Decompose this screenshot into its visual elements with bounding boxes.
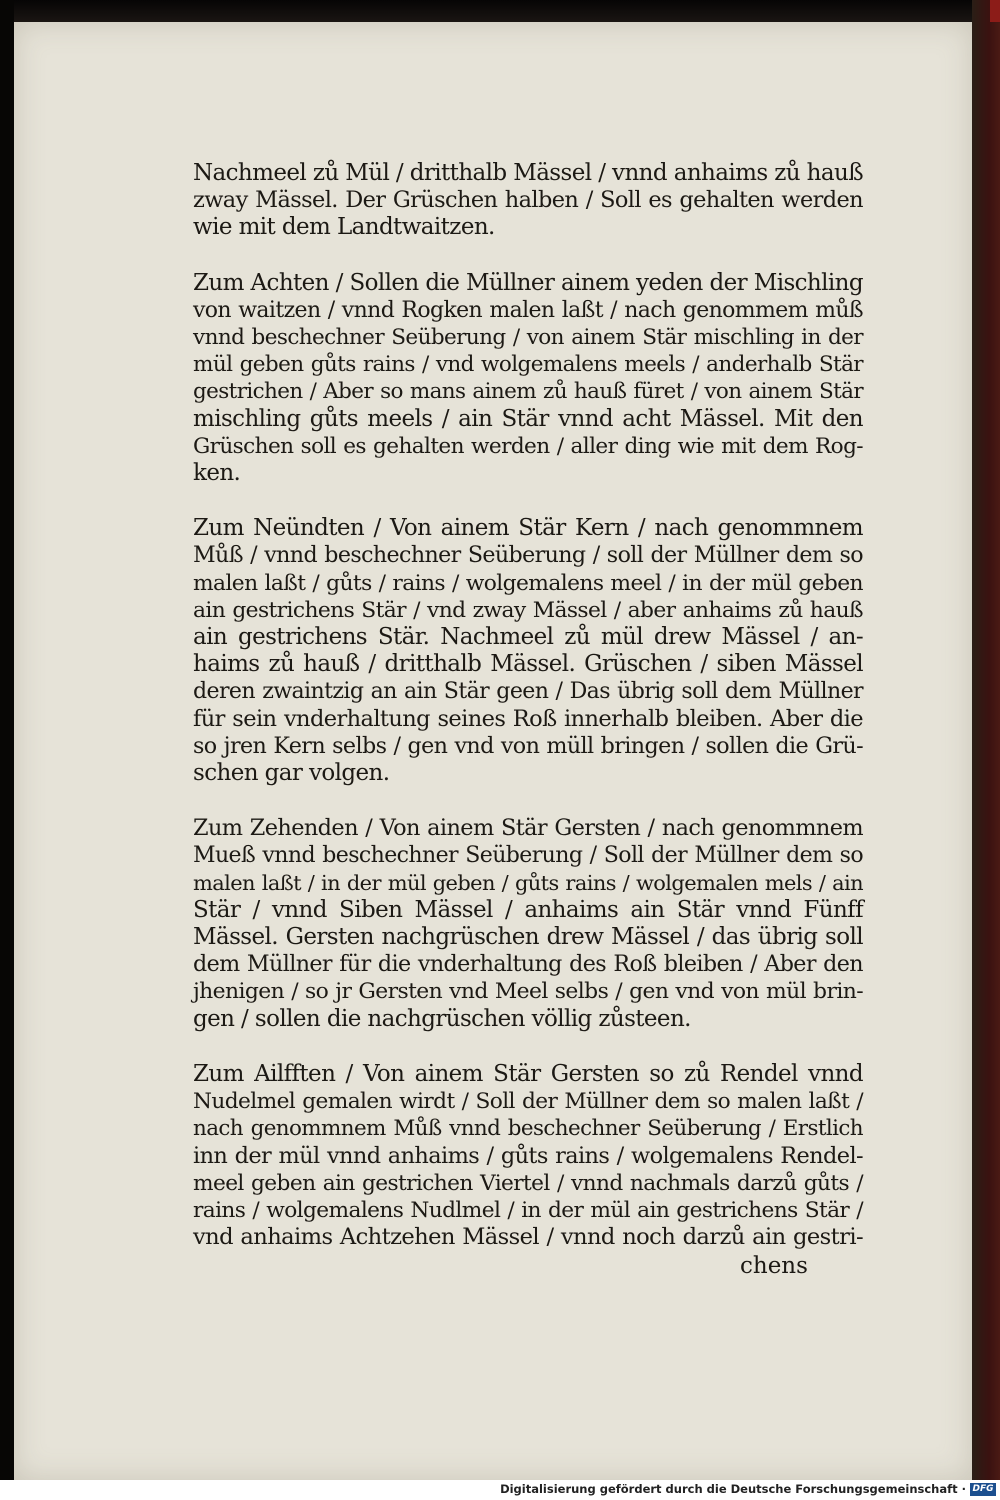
- text-line: ain gestrichens Stär. Nachmeel zů mül drew Mässel / an-: [193, 624, 863, 651]
- text-line: gen / sollen die nachgrüschen völlig zůsteen.: [193, 1005, 691, 1032]
- text-line: Grüschen soll es gehalten werden / aller ding wie mit dem Rog-: [193, 433, 863, 459]
- text-line: Zum Achten / Sollen die Müllner ainem yeden der Mischling: [193, 269, 863, 296]
- scan-left-edge: [0, 0, 14, 1500]
- catchword: chens: [740, 1253, 808, 1279]
- text-line: Můß / vnnd beschechner Seüberung / soll der Müllner dem so: [193, 542, 863, 569]
- text-line: ain gestrichens Stär / vnd zway Mässel / aber anhaims zů hauß: [193, 597, 863, 623]
- text-line: jhenigen / so jr Gersten vnd Meel selbs / gen vnd von mül brin-: [193, 979, 863, 1005]
- text-line: rains / wolgemalens Nudlmel / in der mül ain gestrichens Stär /: [193, 1197, 863, 1223]
- text-line: ken.: [193, 460, 241, 487]
- paragraph: [193, 815, 863, 1033]
- text-line: so jren Kern selbs / gen vnd von müll bringen / sollen die Grü-: [193, 732, 863, 759]
- text-line: Mässel. Gersten nachgrüschen drew Mässel / das übrig soll: [193, 924, 863, 951]
- text-line: schen gar volgen.: [193, 760, 390, 787]
- text-line: inn der mül vnnd anhaims / gůts rains / wolgemalens Rendel-: [193, 1142, 863, 1169]
- paragraph: [193, 515, 863, 787]
- text-line: Nudelmel gemalen wirdt / Soll der Müllner dem so malen laßt /: [193, 1089, 863, 1115]
- text-line: Zum Ailfften / Von ainem Stär Gersten so zů Rendel vnnd: [193, 1060, 863, 1087]
- paragraph: [193, 160, 863, 242]
- text-line: malen laßt / in der mül geben / gůts rains / wolgemalen mels / ain: [193, 870, 863, 895]
- text-line: dem Müllner für die vnderhaltung des Roß bleiben / Aber den: [193, 951, 863, 978]
- scan-top-edge: [0, 0, 1000, 22]
- text-line: mül geben gůts rains / vnd wolgemalens meels / anderhalb Stär: [193, 352, 863, 378]
- dfg-logo: DFG: [970, 1483, 996, 1496]
- footer-bar: [0, 1480, 1000, 1500]
- red-ribbon-marker: [990, 0, 1000, 22]
- text-line: von waitzen / vnnd Rogken malen laßt / nach genommem můß: [193, 297, 863, 323]
- text-line: Nachmeel zů Mül / dritthalb Mässel / vnnd anhaims zů hauß: [193, 160, 863, 186]
- text-line: Mueß vnnd beschechner Seüberung / Soll der Müllner dem so: [193, 843, 863, 869]
- paragraph: [193, 270, 863, 488]
- text-line: deren zwaintzig an ain Stär geen / Das übrig soll dem Müllner: [193, 679, 863, 705]
- text-line: Zum Zehenden / Von ainem Stär Gersten / nach genommnem: [193, 815, 863, 842]
- text-line: nach genommnem Můß vnnd beschechner Seüberung / Erstlich: [193, 1116, 863, 1142]
- book-spine-edge: [972, 0, 1000, 1500]
- text-line: haims zů hauß / dritthalb Mässel. Grüschen / siben Mässel: [193, 651, 863, 678]
- page-text-block: [193, 160, 863, 1279]
- funding-note: Digitalisierung gefördert durch die Deutsche Forschungsgemeinschaft ·: [500, 1482, 966, 1496]
- text-line: vnd anhaims Achtzehen Mässel / vnnd noch darzů ain gestri-: [193, 1224, 863, 1251]
- text-line: meel geben ain gestrichen Viertel / vnnd nachmals darzů gůts /: [193, 1170, 863, 1196]
- text-line: gestrichen / Aber so mans ainem zů hauß füret / von ainem Stär: [193, 379, 863, 405]
- text-line: vnnd beschechner Seüberung / von ainem Stär mischling in der: [193, 325, 863, 351]
- text-line: für sein vnderhaltung seines Roß innerhalb bleiben. Aber die: [193, 705, 863, 732]
- text-line: Zum Neündten / Von ainem Stär Kern / nach genommnem: [193, 515, 863, 542]
- paragraph: [193, 1061, 863, 1251]
- text-line: Stär / vnnd Siben Mässel / anhaims ain Stär vnnd Fünff: [193, 896, 863, 923]
- text-line: wie mit dem Landtwaitzen.: [193, 214, 495, 241]
- text-line: malen laßt / gůts / rains / wolgemalens meel / in der mül geben: [193, 570, 863, 596]
- text-line: zway Mässel. Der Grüschen halben / Soll es gehalten werden: [193, 187, 863, 214]
- text-line: mischling gůts meels / ain Stär vnnd acht Mässel. Mit den: [193, 405, 863, 432]
